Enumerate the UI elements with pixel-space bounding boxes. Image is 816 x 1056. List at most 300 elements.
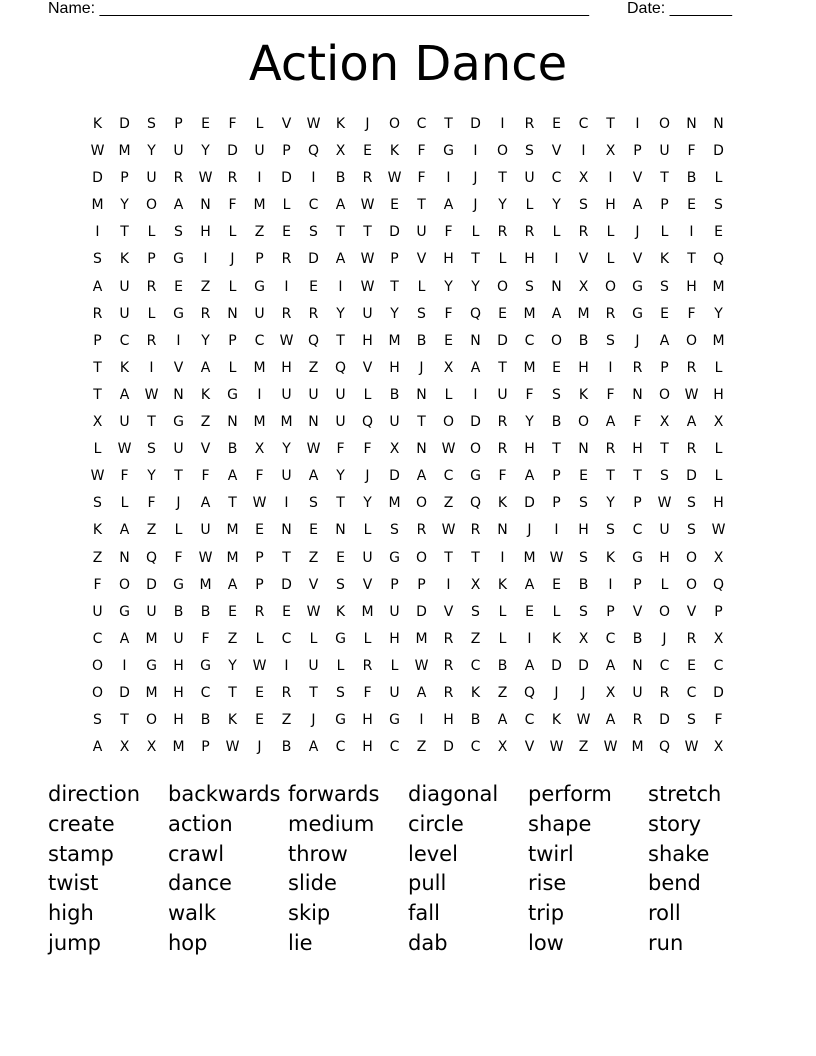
grid-letter: T	[444, 116, 453, 132]
grid-letter: I	[446, 576, 451, 593]
grid-letter: X	[146, 739, 157, 756]
grid-letter: P	[201, 739, 210, 756]
grid-letter: E	[174, 278, 183, 295]
grid-letter: V	[632, 170, 643, 187]
grid-letter: B	[227, 441, 238, 458]
grid-letter: D	[443, 739, 454, 756]
grid-letter: K	[605, 549, 616, 566]
grid-letter: V	[443, 603, 454, 620]
grid-letter: U	[308, 386, 319, 403]
grid-letter: F	[444, 305, 453, 322]
grid-letter: O	[91, 657, 104, 674]
grid-letter: W	[657, 495, 672, 512]
grid-letter: S	[417, 305, 426, 322]
grid-letter: F	[147, 495, 156, 512]
grid-letter: X	[497, 739, 508, 756]
grid-letter: I	[608, 359, 613, 376]
grid-letter: U	[335, 386, 346, 403]
grid-letter: G	[173, 251, 184, 268]
grid-letter: Y	[525, 414, 534, 431]
grid-letter: T	[633, 468, 642, 485]
grid-letter: R	[227, 170, 238, 187]
grid-letter: S	[579, 549, 588, 566]
grid-letter: Y	[606, 495, 615, 512]
grid-letter: K	[470, 684, 481, 701]
grid-letter: M	[280, 414, 293, 431]
grid-letter: I	[608, 170, 613, 187]
grid-letter: A	[524, 468, 535, 485]
grid-letter: A	[335, 197, 346, 214]
grid-letter: T	[228, 684, 237, 701]
grid-letter: R	[686, 630, 697, 647]
grid-letter: S	[660, 468, 669, 485]
grid-letter: T	[228, 495, 237, 512]
grid-letter: W	[90, 143, 105, 160]
grid-letter: L	[498, 603, 507, 620]
grid-letter: E	[660, 305, 669, 322]
word-list-item: stretch	[648, 782, 722, 806]
word-list-item: stamp	[48, 841, 114, 866]
grid-letter: P	[417, 576, 426, 593]
grid-letter: D	[146, 576, 157, 593]
grid-letter: C	[389, 739, 400, 756]
word-list-item: action	[168, 811, 233, 836]
date-field-label: Date: _______	[627, 0, 732, 17]
grid-letter: L	[282, 197, 291, 214]
grid-letter: I	[689, 224, 694, 241]
grid-letter: I	[473, 386, 478, 403]
grid-letter: M	[145, 684, 158, 701]
grid-letter: S	[579, 495, 588, 512]
grid-letter: A	[335, 251, 346, 268]
grid-letter: B	[200, 603, 211, 620]
grid-letter: L	[228, 359, 237, 376]
grid-letter: N	[200, 197, 211, 214]
grid-letter: J	[365, 468, 370, 485]
word-list-item: run	[648, 930, 684, 955]
grid-letter: R	[308, 305, 319, 322]
grid-letter: G	[254, 278, 265, 295]
grid-letter: X	[443, 359, 454, 376]
grid-letter: L	[714, 170, 723, 187]
grid-letter: W	[252, 657, 267, 674]
grid-letter: Y	[471, 278, 480, 295]
grid-letter: J	[176, 495, 181, 512]
grid-letter: S	[687, 495, 696, 512]
grid-letter: P	[660, 359, 669, 376]
grid-letter: T	[336, 224, 345, 241]
grid-letter: F	[174, 549, 183, 566]
grid-letter: H	[281, 359, 292, 376]
grid-letter: K	[335, 116, 346, 132]
grid-letter: I	[176, 332, 181, 349]
grid-letter: A	[524, 576, 535, 593]
grid-letter: E	[714, 224, 723, 241]
grid-letter: L	[255, 116, 264, 132]
grid-letter: R	[686, 441, 697, 458]
grid-letter: U	[389, 684, 400, 701]
grid-letter: T	[120, 712, 129, 729]
grid-letter: T	[390, 278, 399, 295]
word-list-item: dance	[168, 871, 232, 896]
grid-letter: L	[552, 224, 561, 241]
grid-letter: R	[524, 116, 535, 132]
word-list-item: throw	[288, 841, 348, 866]
grid-letter: V	[173, 359, 184, 376]
word-list-item: twist	[48, 871, 99, 896]
header	[48, 0, 748, 20]
grid-letter: U	[281, 386, 292, 403]
grid-letter: O	[91, 684, 104, 701]
grid-letter: D	[119, 684, 130, 701]
grid-letter: L	[444, 386, 453, 403]
grid-letter: V	[686, 603, 697, 620]
grid-letter: J	[473, 170, 478, 187]
grid-letter: D	[713, 143, 724, 160]
grid-letter: M	[226, 549, 239, 566]
grid-letter: O	[118, 576, 131, 593]
grid-letter: C	[551, 170, 562, 187]
grid-letter: W	[576, 712, 591, 729]
grid-letter: G	[632, 549, 643, 566]
grid-letter: P	[390, 251, 399, 268]
grid-letter: T	[309, 684, 318, 701]
grid-letter: N	[227, 305, 238, 322]
grid-letter: X	[713, 414, 724, 431]
grid-letter: S	[714, 197, 723, 214]
grid-letter: F	[525, 386, 534, 403]
grid-letter: A	[308, 468, 319, 485]
grid-letter: G	[443, 143, 454, 160]
grid-letter: B	[281, 739, 292, 756]
word-list-item: fall	[408, 901, 440, 926]
grid-letter: Y	[444, 278, 453, 295]
grid-letter: F	[417, 170, 426, 187]
grid-letter: M	[361, 603, 374, 620]
grid-letter: R	[362, 170, 373, 187]
grid-letter: W	[549, 739, 564, 756]
grid-letter: C	[470, 657, 481, 674]
grid-letter: L	[525, 197, 534, 214]
grid-letter: O	[145, 712, 158, 729]
grid-letter: O	[145, 197, 158, 214]
grid-letter: V	[308, 576, 319, 593]
grid-letter: M	[91, 197, 104, 214]
grid-letter: X	[119, 739, 130, 756]
word-list-item: create	[48, 811, 115, 836]
word-list-item: high	[48, 901, 94, 926]
grid-letter: A	[173, 197, 184, 214]
grid-letter: X	[713, 739, 724, 756]
grid-letter: D	[227, 143, 238, 160]
grid-letter: J	[419, 359, 424, 376]
grid-letter: S	[687, 522, 696, 539]
grid-letter: T	[471, 549, 480, 566]
grid-letter: B	[173, 603, 184, 620]
grid-letter: R	[497, 414, 508, 431]
grid-letter: U	[389, 603, 400, 620]
grid-letter: U	[173, 630, 184, 647]
grid-letter: K	[497, 576, 508, 593]
grid-letter: A	[200, 495, 211, 512]
grid-letter: J	[635, 332, 640, 349]
grid-letter: L	[363, 630, 372, 647]
grid-letter: X	[254, 441, 265, 458]
grid-letter: P	[174, 116, 183, 132]
grid-letter: U	[254, 143, 265, 160]
word-list-item: hop	[168, 930, 208, 955]
grid-letter: C	[200, 684, 211, 701]
grid-letter: F	[201, 630, 210, 647]
grid-letter: M	[253, 197, 266, 214]
grid-letter: T	[498, 170, 507, 187]
grid-letter: U	[200, 522, 211, 539]
grid-letter: Q	[361, 414, 374, 431]
grid-letter: S	[471, 603, 480, 620]
grid-letter: S	[579, 197, 588, 214]
grid-letter: T	[93, 386, 102, 403]
grid-letter: H	[443, 712, 454, 729]
grid-letter: B	[578, 332, 589, 349]
grid-letter: Y	[498, 197, 507, 214]
word-list-item: shape	[528, 811, 592, 836]
grid-letter: I	[122, 657, 127, 674]
grid-letter: X	[713, 549, 724, 566]
grid-letter: L	[120, 495, 129, 512]
grid-letter: R	[632, 712, 643, 729]
grid-letter: R	[470, 522, 481, 539]
grid-letter: I	[554, 251, 559, 268]
grid-letter: A	[443, 197, 454, 214]
grid-letter: L	[336, 657, 345, 674]
grid-letter: X	[605, 684, 616, 701]
grid-letter: W	[279, 332, 294, 349]
grid-letter: D	[308, 251, 319, 268]
grid-letter: A	[605, 657, 616, 674]
grid-letter: B	[389, 386, 400, 403]
grid-letter: E	[309, 278, 318, 295]
grid-letter: S	[525, 143, 534, 160]
grid-letter: M	[523, 305, 536, 322]
grid-letter: F	[444, 224, 453, 241]
grid-letter: W	[441, 522, 456, 539]
grid-letter: D	[416, 603, 427, 620]
grid-letter: A	[605, 712, 616, 729]
grid-letter: F	[228, 116, 237, 132]
grid-letter: Y	[282, 441, 291, 458]
grid-letter: J	[230, 251, 235, 268]
grid-letter: N	[119, 549, 130, 566]
grid-letter: I	[473, 143, 478, 160]
grid-letter: T	[336, 495, 345, 512]
grid-letter: E	[255, 684, 264, 701]
grid-letter: O	[496, 143, 509, 160]
grid-letter: D	[578, 657, 589, 674]
grid-letter: U	[173, 143, 184, 160]
grid-letter: N	[173, 386, 184, 403]
grid-letter: N	[632, 657, 643, 674]
grid-letter: M	[388, 495, 401, 512]
grid-letter: G	[335, 630, 346, 647]
grid-letter: W	[549, 549, 564, 566]
grid-letter: W	[603, 739, 618, 756]
grid-letter: C	[578, 116, 589, 132]
grid-letter: R	[605, 305, 616, 322]
grid-letter: X	[389, 441, 400, 458]
grid-letter: E	[309, 522, 318, 539]
grid-letter: I	[284, 278, 289, 295]
grid-letter: A	[686, 414, 697, 431]
grid-letter: R	[416, 522, 427, 539]
grid-letter: E	[525, 603, 534, 620]
grid-letter: Z	[308, 549, 319, 566]
grid-letter: G	[632, 278, 643, 295]
grid-letter: T	[417, 414, 426, 431]
grid-letter: E	[552, 576, 561, 593]
word-list-item: circle	[408, 811, 464, 836]
grid-letter: N	[497, 522, 508, 539]
grid-letter: Q	[145, 549, 158, 566]
grid-letter: H	[605, 197, 616, 214]
grid-letter: I	[203, 251, 208, 268]
grid-letter: A	[92, 739, 103, 756]
grid-letter: S	[687, 712, 696, 729]
grid-letter: P	[552, 468, 561, 485]
grid-letter: F	[417, 143, 426, 160]
grid-letter: C	[281, 630, 292, 647]
grid-letter: Q	[469, 495, 482, 512]
grid-letter: M	[712, 332, 725, 349]
word-list-item: shake	[648, 841, 710, 866]
grid-letter: R	[281, 305, 292, 322]
grid-letter: M	[226, 522, 239, 539]
grid-letter: H	[389, 630, 400, 647]
grid-letter: E	[363, 143, 372, 160]
grid-letter: E	[552, 359, 561, 376]
grid-letter: Q	[658, 739, 671, 756]
grid-letter: I	[284, 495, 289, 512]
word-list-item: slide	[288, 871, 337, 896]
grid-letter: O	[604, 278, 617, 295]
grid-letter: X	[578, 170, 589, 187]
grid-letter: P	[255, 549, 264, 566]
grid-letter: W	[144, 386, 159, 403]
grid-letter: Y	[228, 657, 237, 674]
grid-letter: W	[117, 441, 132, 458]
grid-letter: P	[282, 143, 291, 160]
grid-letter: O	[415, 495, 428, 512]
grid-letter: X	[470, 576, 481, 593]
name-field-label: Name: _______________________________________________________	[48, 0, 589, 17]
grid-letter: G	[335, 712, 346, 729]
grid-letter: W	[90, 468, 105, 485]
grid-letter: D	[389, 224, 400, 241]
word-list-item: walk	[168, 901, 217, 926]
grid-letter: U	[416, 224, 427, 241]
grid-letter: Y	[147, 143, 156, 160]
grid-letter: A	[119, 522, 130, 539]
grid-letter: L	[390, 657, 399, 674]
grid-letter: W	[306, 116, 321, 132]
grid-letter: T	[687, 251, 696, 268]
grid-letter: L	[147, 305, 156, 322]
grid-letter: L	[471, 224, 480, 241]
grid-letter: A	[497, 712, 508, 729]
grid-letter: W	[252, 495, 267, 512]
grid-letter: G	[146, 657, 157, 674]
word-list-item: forwards	[288, 782, 380, 806]
grid-letter: T	[363, 224, 372, 241]
grid-letter: J	[527, 522, 532, 539]
word-list-item: story	[648, 811, 702, 836]
word-list-item: low	[528, 930, 564, 955]
grid-letter: U	[119, 305, 130, 322]
grid-letter: K	[200, 386, 211, 403]
grid-letter: L	[255, 630, 264, 647]
grid-letter: P	[255, 251, 264, 268]
grid-letter: C	[632, 522, 643, 539]
grid-letter: X	[92, 414, 103, 431]
grid-letter: C	[254, 332, 265, 349]
grid-letter: P	[120, 170, 129, 187]
grid-letter: B	[416, 332, 427, 349]
grid-letter: M	[253, 359, 266, 376]
grid-letter: H	[173, 657, 184, 674]
grid-letter: P	[255, 576, 264, 593]
grid-letter: H	[389, 359, 400, 376]
grid-letter: M	[631, 739, 644, 756]
grid-letter: A	[470, 359, 481, 376]
grid-letter: A	[659, 332, 670, 349]
grid-letter: J	[365, 116, 370, 132]
grid-letter: O	[658, 386, 671, 403]
grid-letter: F	[255, 468, 264, 485]
grid-letter: M	[415, 630, 428, 647]
grid-letter: G	[173, 576, 184, 593]
grid-letter: B	[578, 576, 589, 593]
grid-letter: O	[496, 278, 509, 295]
grid-letter: R	[443, 684, 454, 701]
word-list-item: twirl	[528, 841, 574, 866]
grid-letter: O	[415, 549, 428, 566]
grid-letter: W	[360, 197, 375, 214]
grid-letter: H	[443, 251, 454, 268]
grid-letter: C	[524, 332, 535, 349]
grid-letter: L	[606, 224, 615, 241]
grid-letter: H	[713, 495, 724, 512]
grid-letter: H	[632, 441, 643, 458]
grid-letter: M	[388, 332, 401, 349]
grid-letter: P	[552, 495, 561, 512]
grid-letter: B	[200, 712, 211, 729]
grid-letter: Y	[552, 197, 561, 214]
grid-letter: K	[335, 603, 346, 620]
grid-letter: E	[336, 549, 345, 566]
grid-letter: V	[200, 441, 211, 458]
grid-letter: K	[497, 495, 508, 512]
grid-letter: I	[554, 522, 559, 539]
grid-letter: L	[228, 224, 237, 241]
grid-letter: M	[523, 549, 536, 566]
grid-letter: H	[659, 549, 670, 566]
grid-letter: W	[306, 441, 321, 458]
grid-letter: L	[498, 251, 507, 268]
grid-letter: R	[686, 359, 697, 376]
grid-letter: J	[311, 712, 316, 729]
grid-letter: N	[686, 116, 697, 132]
grid-letter: I	[257, 170, 262, 187]
grid-letter: M	[145, 630, 158, 647]
